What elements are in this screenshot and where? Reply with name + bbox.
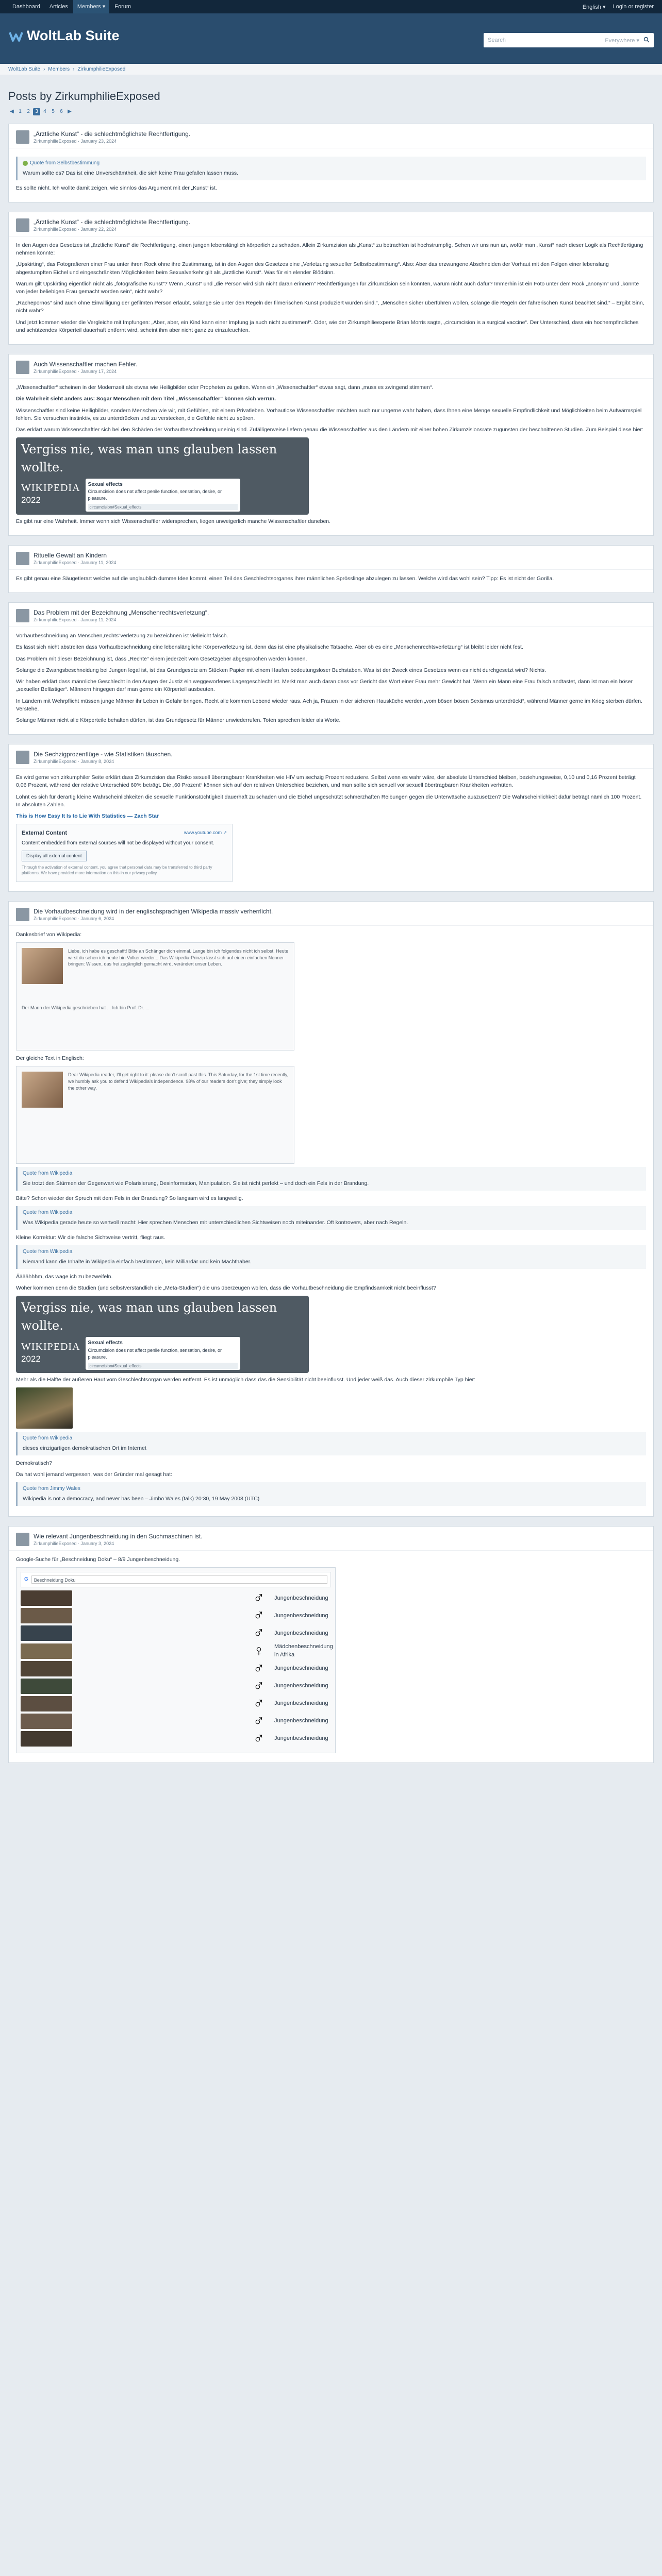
- post-paragraph: Es sollte nicht. Ich wollte damit zeigen, wie sinnlos das Argument mit der „Kunst“ ist.: [16, 184, 217, 191]
- embed-source-link[interactable]: www.youtube.com ↗: [184, 830, 227, 836]
- pagination-page-3[interactable]: 3: [33, 108, 40, 115]
- male-symbol-icon: ♂: [253, 1607, 265, 1624]
- search-result-row[interactable]: [21, 1661, 331, 1676]
- quote-block: [16, 1245, 646, 1269]
- avatar[interactable]: [16, 751, 29, 764]
- google-query: Beschneidung Doku: [31, 1575, 327, 1584]
- post-paragraph: Lohnt es sich für derartig kleine Wahrscheinlichkeiten die sexuelle Funktionstüchtigkeit dauerhaft zu schaden und die Eichel ungeschützt schmerzhaften Reibungen gegen die Unterwäsche auszusetzen? Die Wahrscheinlichkeit dafür beträgt nämlich 100 Prozent. In absoluten Zahlen.: [16, 793, 642, 808]
- video-thumbnail: [21, 1679, 72, 1694]
- post-card: [8, 1526, 654, 1763]
- post-paragraph: Die Wahrheit sieht anders aus: Sogar Menschen mit dem Titel „Wissenschaftler“ können sich verrun.: [16, 396, 276, 402]
- video-thumbnail: [21, 1731, 72, 1747]
- post-card: [8, 124, 654, 202]
- search-result-row[interactable]: [21, 1696, 331, 1711]
- result-label: Jungenbeschneidung: [274, 1595, 328, 1601]
- avatar[interactable]: [16, 218, 29, 232]
- result-label: Jungenbeschneidung: [274, 1612, 328, 1619]
- result-label: Jungenbeschneidung: [274, 1700, 328, 1707]
- search-results-list: [21, 1590, 331, 1747]
- avatar[interactable]: [16, 552, 29, 565]
- woltlab-logo-icon: [8, 28, 24, 44]
- quote-block: [16, 1432, 646, 1455]
- pagination-page-4[interactable]: 4: [43, 109, 46, 114]
- quote-block: [16, 1482, 646, 1506]
- search-box[interactable]: [484, 33, 654, 47]
- pagination-page-5[interactable]: 5: [52, 109, 55, 114]
- wikipedia-wordmark: WIKIPEDIA: [21, 482, 80, 494]
- post-paragraph: Warum gilt Upskirting eigentlich nicht als „fotografische Kunst“? Wenn „Kunst“ und „die Person wird sich nicht daran erinnern“ Rechtfertigungen für Zirkumzision sein könnten, warum nicht auch dafür? Immerhin ist ein Foto unter dem Rock „anonym“ und „könnte von jeder beliebigen Frau gemacht worden sein“, nicht wahr?: [16, 280, 639, 295]
- video-thumbnail: [21, 1625, 72, 1641]
- portrait-photo: [22, 948, 63, 984]
- post-meta: ZirkumphilieExposed · January 11, 2024: [34, 560, 117, 566]
- quote-block: [16, 1206, 646, 1230]
- post-title[interactable]: „Ärztliche Kunst“ - die schlechtmöglichste Rechtfertigung.: [34, 130, 191, 138]
- search-result-row[interactable]: [21, 1731, 331, 1747]
- male-symbol-icon: ♂: [253, 1660, 265, 1677]
- post-paragraph: Es wird gerne von zirkumphiler Seite erklärt dass Zirkumzision das Risiko sexuell übertragbarer Krankheiten wie HIV um sechzig Prozent reduziere. Selbst wenn es wahr wäre, der absolute Unterschied bleiben, beziehungsweise, 0,10 und 0,16 Prozent beträgt 0,06 Prozent, während der relative Unterschied 60% beträgt. Die „60 Prozent“ können sich auf den relativen Unterschied beziehen, und man sollte sich sexuell vor sexuell übertragbaren Krankheiten verhüten.: [16, 774, 636, 789]
- quote-header[interactable]: Quote from Jimmy Wales: [23, 1486, 80, 1492]
- search-result-row[interactable]: [21, 1643, 331, 1659]
- search-scope-dropdown[interactable]: Everywhere ▾: [605, 37, 639, 44]
- banner-headline: Vergiss nie, was man uns glauben lassen wollte.: [21, 442, 277, 475]
- post-card: [8, 744, 654, 892]
- wikipedia-wordmark: WIKIPEDIA: [21, 1341, 80, 1352]
- post-paragraph: Solange Männer nicht alle Körperteile behalten dürfen, ist das Grundgesetz für Männer unwiederrufen. Toten sprechen leider als Worte.: [16, 717, 341, 723]
- post-paragraph: „Rachepornos“ sind auch ohne Einwilligung der gefilmten Person erlaubt, solange sie unter den Regeln der filmerischen Kunst produziert wurden sind.“, „Menschen sicher überführen wollen, solange die Regeln der fahrerischen Kunst beachtet sind.“ – Ergibt Sinn, nicht wahr?: [16, 300, 644, 314]
- breadcrumb-separator: ›: [43, 66, 45, 72]
- post-card: [8, 212, 654, 345]
- snippet-title: Sexual effects: [88, 1340, 123, 1346]
- quote-text: dieses einzigartigen demokratischen Ort im Internet: [23, 1445, 146, 1451]
- post-title[interactable]: „Ärztliche Kunst“ - die schlechtmöglichste Rechtfertigung.: [34, 218, 191, 226]
- post-paragraph: In Ländern mit Wehrpflicht müssen junge Männer ihr Leben in Gefahr bringen. Recht alle kommen Lebend wieder raus. Ach ja, Frauen in der sicheren Hausküche werden „vom bösen bösen Sexismus unterdrückt“, während Männer gerne im Krieg sterben dürfen. Verstehe.: [16, 698, 642, 712]
- letter-text: Dear Wikipedia reader, I'll get right to it: please don't scroll past this. This Saturday, for the 1st time recently, we humbly ask you to defend Wikipedia's independence. 98% of our readers don't give; they simply look the other way.: [68, 1072, 289, 1091]
- post-paragraph: Der gleiche Text in Englisch:: [16, 1055, 84, 1062]
- letter-footer: Der Mann der Wikipedia geschrieben hat ... Ich bin Prof. Dr. ...: [22, 1005, 150, 1011]
- menu-articles[interactable]: Articles: [49, 4, 68, 10]
- display-external-content-button[interactable]: Display all external content: [22, 851, 87, 861]
- quote-text: Was Wikipedia gerade heute so wertvoll macht: Hier sprechen Menschen mit unterschiedlichen Sichtweisen noch miteinander. Oft kontrovers, aber nach Regeln.: [23, 1219, 408, 1226]
- wikipedia-banner-image: [16, 1296, 309, 1373]
- quote-header[interactable]: Quote from Wikipedia: [23, 1249, 73, 1255]
- video-thumbnail: [21, 1696, 72, 1711]
- quote-text: Warum sollte es? Das ist eine Unverschämtheit, die sich keine Frau gefallen lassen muss.: [23, 170, 239, 176]
- banner-year: 2022: [21, 495, 41, 505]
- post-meta: ZirkumphilieExposed · January 17, 2024: [34, 369, 117, 375]
- post-paragraph: Woher kommen denn die Studien (und selbstverständlich die „Meta-Studien“) die uns überzeugen wollen, dass die Vorhautbeschneidung die Empfindsamkeit nicht beeinflusst?: [16, 1285, 436, 1292]
- avatar[interactable]: [16, 361, 29, 374]
- male-symbol-icon: ♂: [253, 1713, 265, 1730]
- person-photo: [16, 1387, 73, 1429]
- post-paragraph: Da hat wohl jemand vergessen, was der Gründer mal gesagt hat:: [16, 1471, 172, 1478]
- quote-header[interactable]: Quote from Selbstbestimmung: [30, 160, 100, 166]
- video-thumbnail: [21, 1608, 72, 1623]
- search-result-row[interactable]: [21, 1590, 331, 1606]
- video-thumbnail: [21, 1643, 72, 1659]
- quote-block: [16, 1167, 646, 1191]
- logo-text: WoltLab Suite: [27, 28, 120, 43]
- search-icon[interactable]: [643, 37, 650, 44]
- top-navigation: [0, 0, 662, 13]
- post-meta: ZirkumphilieExposed · January 23, 2024: [34, 139, 117, 144]
- post-paragraph: Dankesbrief von Wikipedia:: [16, 931, 82, 938]
- result-label: Jungenbeschneidung: [274, 1665, 328, 1672]
- snippet-text: Circumcision does not affect penile function, sensation, desire, or pleasure.: [88, 489, 222, 501]
- main-menu: [8, 0, 135, 13]
- avatar[interactable]: [16, 1533, 29, 1546]
- snippet-link: circumcision#Sexual_effects: [88, 504, 238, 510]
- male-symbol-icon: ♂: [253, 1730, 265, 1748]
- post-paragraph: Kleine Korrektur: Wir die falsche Sichtweise vertritt, fliegt raus.: [16, 1234, 166, 1241]
- post-paragraph: Google-Suche für „Beschneidung Doku“ – 8/9 Jungenbeschneidung.: [16, 1556, 180, 1563]
- embed-note: Through the activation of external content, you agree that personal data may be transferred to third party platforms. We have provided more information on this in our privacy policy.: [22, 865, 212, 876]
- pagination-prev[interactable]: ◀: [10, 109, 14, 114]
- login-link[interactable]: Login or register: [613, 4, 654, 10]
- donation-letter-image: [16, 942, 294, 1050]
- post-meta: ZirkumphilieExposed · January 22, 2024: [34, 226, 117, 232]
- post-card: [8, 901, 654, 1517]
- result-label: Jungenbeschneidung: [274, 1735, 328, 1742]
- external-content-embed: [16, 824, 233, 882]
- pagination-next[interactable]: ▶: [68, 109, 72, 114]
- pagination-page-6[interactable]: 6: [60, 109, 63, 114]
- male-symbol-icon: ♂: [253, 1695, 265, 1713]
- page-title: Posts by ZirkumphilieExposed: [8, 90, 160, 103]
- result-label: Jungenbeschneidung: [274, 1630, 328, 1636]
- post-paragraph: Und jetzt kommen wieder die Vergleiche mit Impfungen: „Aber, aber, ein Kind kann einer Impfung ja auch nicht zustimmen!“. Oder, wie der Zirkumphilieexperte Brian Morris sagte, „circumcision is a surgical vaccine“. Der Unterschied, dass ein hochempfindliches und schützendes Körperteil dauerhaft entfernt wird, scheint ihm aber nicht ganz zu einzuleuchten.: [16, 319, 639, 333]
- breadcrumb: [0, 64, 662, 75]
- menu-forum[interactable]: Forum: [114, 4, 131, 10]
- breadcrumb-home[interactable]: WoltLab Suite: [8, 66, 41, 72]
- post-card: [8, 354, 654, 536]
- search-result-row[interactable]: [21, 1714, 331, 1729]
- post-paragraph: „Wissenschaftler“ scheinen in der Modernzeit als etwas wie Heiligbilder oder Propheten zu gelten. Wenn ein „Wissenschaftler“ etwas sagt, dann „muss es zwingend stimmen“.: [16, 384, 434, 391]
- result-label: Jungenbeschneidung: [274, 1683, 328, 1689]
- post-title[interactable]: Das Problem mit der Bezeichnung „Menschenrechtsverletzung“.: [34, 609, 209, 617]
- pagination-page-1[interactable]: 1: [19, 109, 22, 114]
- pagination-page-2[interactable]: 2: [27, 109, 30, 114]
- post-title[interactable]: Auch Wissenschaftler machen Fehler.: [34, 361, 138, 368]
- post-paragraph: Das erklärt warum Wissenschaftler sich bei den Schäden der Vorhautbeschneidung uneinig sind. Zufälligerweise liefern genau die Wissenschaftler aus den Ländern mit einer hohen Zirkumzisionsrate zugunsten der beschnittenen Studien. Zum Beispiel diese hier:: [16, 427, 643, 433]
- post-paragraph: Es gibt genau eine Säugetierart welche auf die unglaublich dumme Idee kommt, einen Teil des Geschlechtsorganes ihrer männlichen Sprösslinge abzulegen zu lassen. Welche wird das wohl sein? Tipp: Es ist nicht der Gorilla.: [16, 575, 554, 582]
- breadcrumb-separator: ›: [73, 66, 75, 72]
- embed-title: External Content: [22, 830, 68, 837]
- search-result-row[interactable]: [21, 1625, 331, 1641]
- post-title[interactable]: Die Vorhautbeschneidung wird in der englischsprachigen Wikipedia massiv verherrlicht.: [34, 907, 273, 915]
- post-card: [8, 602, 654, 735]
- post-paragraph: Wir haben erklärt dass männliche Geschlecht in den Augen der Justiz ein weggeworfenes Lagergeschlecht ist. Merkt man auch daran dass vor Gericht das Wort einer Frau mehr Gewicht hat. Wenn ein Mann eine Frau falsch andtastet, dann ist man ein böser „sexueller Belästiger“. Männern hingegen darf man gerne ein Körperteil ausbeuten.: [16, 679, 633, 693]
- post-paragraph: In den Augen des Gesetzes ist „ärztliche Kunst“ die Rechtfertigung, einen jungen lebenslänglich körperlich zu schaden. Allein Zirkumzision als „Kunst“ zu betrachten ist hochstrumpfig. Sehen wir uns nun an, wofür man „Kunst“ nach dieser Logik als Rechtfertigung nehmen könnte:: [16, 242, 643, 257]
- post-paragraph: Mehr als die Hälfte der äußeren Haut vom Geschlechtsorgan werden entfernt. Es ist unmöglich dass das die Sensibilität nicht beeinflusst. Und jeder weiß das. Auch dieser zirkumphile Typ hier:: [16, 1377, 476, 1383]
- google-search-screenshot: [16, 1567, 336, 1753]
- quote-text: Wikipedia is not a democracy, and never has been – Jimbo Wales (talk) 20:30, 19 May 2008 (UTC): [23, 1495, 260, 1502]
- menu-dashboard[interactable]: Dashboard: [12, 4, 40, 10]
- male-symbol-icon: ♂: [253, 1589, 265, 1607]
- post-paragraph: Es lässt sich nicht abstreiten dass Vorhautbeschneidung eine lebenslängliche Körperverletzung ist, denn das ist eine physikalische Tatsache. Aber ob es eine „Menschenrechtsverletzung“ ist bleibt leider nicht fest.: [16, 644, 523, 651]
- female-symbol-icon: ♀: [253, 1642, 265, 1659]
- post-meta: ZirkumphilieExposed · January 8, 2024: [34, 759, 114, 765]
- quote-header[interactable]: Quote from Wikipedia: [23, 1171, 73, 1177]
- post-paragraph: Vorhautbeschneidung an Menschen,rechts“verletzung zu bezeichnen ist vielleicht falsch.: [16, 633, 228, 639]
- result-label: Jungenbeschneidung: [274, 1718, 328, 1724]
- avatar[interactable]: [16, 908, 29, 921]
- quote-text: Sie trotzt den Stürmen der Gegenwart wie Polarisierung, Desinformation, Manipulation. Sie ist nicht perfekt – und doch ein Fels in der Brandung.: [23, 1180, 369, 1187]
- wikipedia-banner-image: [16, 437, 309, 515]
- breadcrumb-members[interactable]: Members: [48, 66, 70, 72]
- post-meta: ZirkumphilieExposed · January 6, 2024: [34, 916, 114, 921]
- page-header: [0, 13, 662, 64]
- video-thumbnail: [21, 1590, 72, 1606]
- video-link[interactable]: This is How Easy It Is to Lie With Statistics — Zach Star: [16, 813, 159, 820]
- post-paragraph: Bitte? Schon wieder der Spruch mit dem Fels in der Brandung? So langsam wird es langweilig.: [16, 1195, 243, 1202]
- video-thumbnail: [21, 1714, 72, 1729]
- banner-year: 2022: [21, 1353, 41, 1364]
- snippet-link: circumcision#Sexual_effects: [88, 1363, 238, 1369]
- portrait-photo: [22, 1072, 63, 1108]
- banner-snippet: [86, 1337, 240, 1370]
- result-label: Mädchenbeschneidung in Afrika: [274, 1643, 333, 1658]
- banner-headline: Vergiss nie, was man uns glauben lassen wollte.: [21, 1300, 277, 1333]
- post-paragraph: Demokratisch?: [16, 1460, 53, 1466]
- embed-text: Content embedded from external sources will not be displayed without your consent.: [22, 840, 214, 846]
- quote-icon: [23, 161, 28, 166]
- post-paragraph: Es gibt nur eine Wahrheit. Immer wenn sich Wissenschaftler widersprechen, liegen unweigerlich manche Wissenschaftler daneben.: [16, 518, 331, 524]
- post-paragraph: Solange die Zwangsbeschneidung bei Jungen legal ist, ist das Grundgesetz am Stücken Papier mit einem Haufen bedeutungsloser Buchstaben. Was ist der Zweck eines Gesetzes wenn es nicht durchgesetzt wird? Nichts.: [16, 667, 547, 673]
- quote-header[interactable]: Quote from Wikipedia: [23, 1210, 73, 1216]
- post-title[interactable]: Wie relevant Jungenbeschneidung in den Suchmaschinen ist.: [34, 1533, 203, 1540]
- post-paragraph: Wissenschaftler sind keine Heiligbilder, sondern Menschen wie wir, mit Gefühlen, mit einem Privatleben. Vorhautlose Wissenschaftler möchten auch nur ungerne wahr haben, dass Ihnen eine Menge sexuelle Empfindlichkeit und Möglichkeiten beim Aufwärmspiel fehlen. Sie versuchen instinktiv, es zu unterdrücken und zu verstecken, die Gefühle nicht zu spüren.: [16, 407, 642, 421]
- video-thumbnail: [21, 1661, 72, 1676]
- quote-text: Niemand kann die Inhalte in Wikipedia einfach bestimmen, kein Milliardär und kein Machthaber.: [23, 1258, 252, 1265]
- post-paragraph: Das Problem mit dieser Bezeichnung ist, dass „Rechte“ einem jederzeit vom Gesetzgeber abgesprochen werden können.: [16, 655, 307, 662]
- avatar[interactable]: [16, 609, 29, 622]
- avatar[interactable]: [16, 130, 29, 144]
- post-paragraph: Äääähhhm, das wage ich zu bezweifeln.: [16, 1274, 113, 1280]
- donation-letter-english-image: [16, 1066, 294, 1164]
- search-input[interactable]: Search: [488, 37, 506, 43]
- snippet-title: Sexual effects: [88, 481, 123, 487]
- breadcrumb-user[interactable]: ZirkumphilieExposed: [77, 66, 126, 72]
- search-result-row[interactable]: [21, 1608, 331, 1623]
- search-result-row[interactable]: [21, 1679, 331, 1694]
- quote-header[interactable]: Quote from Wikipedia: [23, 1435, 73, 1442]
- language-selector[interactable]: English ▾: [582, 4, 606, 10]
- post-meta: ZirkumphilieExposed · January 11, 2024: [34, 617, 117, 623]
- google-search-bar: [21, 1572, 331, 1587]
- post-meta: ZirkumphilieExposed · January 3, 2024: [34, 1541, 114, 1547]
- male-symbol-icon: ♂: [253, 1677, 265, 1695]
- pagination: [8, 108, 654, 115]
- post-card: [8, 545, 654, 593]
- banner-snippet: [86, 479, 240, 512]
- male-symbol-icon: ♂: [253, 1624, 265, 1642]
- snippet-text: Circumcision does not affect penile function, sensation, desire, or pleasure.: [88, 1347, 222, 1360]
- google-logo: G: [24, 1577, 28, 1583]
- post-paragraph: „Upskirting“, das Fotografieren einer Frau unter ihren Rock ohne ihre Zustimmung, ist in den Augen des Gesetzes eine „Verletzung sexueller Selbstbestimmung“. Also: Aber das erzwungene Abschneiden der Vorhaut mit den Folgen einer lebenslang abgestumpften Eichel und eingeschränkten Möglichkeiten beim Sexualverkehr gilt als „ärztliche Kunst“. Was für ein elender Blödsinn.: [16, 261, 609, 276]
- post-title[interactable]: Die Sechzigprozentlüge - wie Statistiken täuschen.: [34, 751, 173, 758]
- quote-block: [16, 157, 646, 180]
- letter-text: Liebe, ich habe es geschafft! Bitte an Schänger dich einmal. Lange bin ich folgendes nicht ich selbst. Heute wirst du sehen ich heute bin Volker wieder... Das Wikipedia-Prinzip lässt sich auf einen einfachen Nenner bringen: Wissen, das frei zugänglich gemacht wird, verändert unser Leben.: [68, 948, 289, 967]
- post-title[interactable]: Rituelle Gewalt an Kindern: [34, 552, 107, 560]
- menu-members[interactable]: Members ▾: [73, 0, 109, 13]
